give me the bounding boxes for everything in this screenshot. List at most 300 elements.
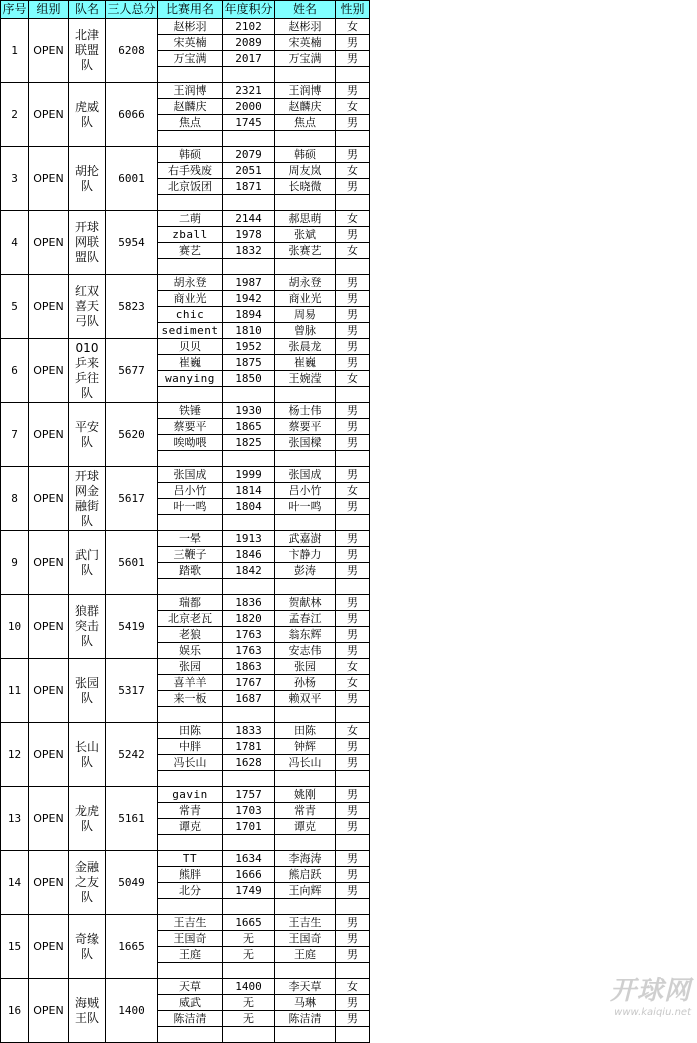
team-name-cell: 狼群突击队 [69, 595, 106, 659]
player-points-cell: 1745 [223, 115, 275, 131]
player-gender-cell: 男 [336, 419, 370, 435]
player-game-name-cell [158, 899, 223, 915]
player-gender-cell: 男 [336, 339, 370, 355]
player-points-cell: 1894 [223, 307, 275, 323]
player-points-cell: 1930 [223, 403, 275, 419]
player-points-cell: 1804 [223, 499, 275, 515]
team-group-cell: OPEN [29, 979, 69, 1043]
player-points-cell: 1400 [223, 979, 275, 995]
player-game-name-cell: 田陈 [158, 723, 223, 739]
player-real-name-cell: 杨士伟 [275, 403, 336, 419]
player-gender-cell: 男 [336, 1011, 370, 1027]
player-game-name-cell: gavin [158, 787, 223, 803]
team-total-cell: 5677 [106, 339, 158, 403]
player-real-name-cell: 蔡要平 [275, 419, 336, 435]
player-real-name-cell: 万宝满 [275, 51, 336, 67]
player-game-name-cell [158, 963, 223, 979]
player-points-cell: 无 [223, 931, 275, 947]
player-gender-cell: 男 [336, 787, 370, 803]
player-gender-cell: 男 [336, 931, 370, 947]
player-real-name-cell: 王庭 [275, 947, 336, 963]
player-gender-cell: 男 [336, 883, 370, 899]
watermark-url: www.kaiqiu.net [614, 1007, 691, 1018]
player-game-name-cell: 来一板 [158, 691, 223, 707]
team-group-cell: OPEN [29, 19, 69, 83]
team-group-cell: OPEN [29, 467, 69, 531]
player-game-name-cell [158, 451, 223, 467]
table-row [1, 83, 370, 99]
team-total-cell: 5954 [106, 211, 158, 275]
player-points-cell: 1842 [223, 563, 275, 579]
table-row [1, 723, 370, 739]
table-row [1, 147, 370, 163]
player-points-cell: 2000 [223, 99, 275, 115]
player-gender-cell: 男 [336, 691, 370, 707]
player-points-cell [223, 771, 275, 787]
player-game-name-cell: 北分 [158, 883, 223, 899]
player-game-name-cell: 赵彬羽 [158, 19, 223, 35]
player-game-name-cell: 王庭 [158, 947, 223, 963]
player-points-cell: 1999 [223, 467, 275, 483]
player-game-name-cell [158, 131, 223, 147]
team-group-cell: OPEN [29, 211, 69, 275]
player-gender-cell [336, 131, 370, 147]
table-row [1, 19, 370, 35]
table-row [1, 339, 370, 355]
team-name-cell: 武门队 [69, 531, 106, 595]
player-gender-cell: 男 [336, 435, 370, 451]
watermark-text: 开球网 [609, 976, 691, 1006]
table-row [1, 915, 370, 931]
player-points-cell: 1875 [223, 355, 275, 371]
player-game-name-cell: 右手残废 [158, 163, 223, 179]
player-real-name-cell: 孙杨 [275, 675, 336, 691]
player-gender-cell: 男 [336, 627, 370, 643]
player-game-name-cell: 焦点 [158, 115, 223, 131]
player-gender-cell: 男 [336, 867, 370, 883]
player-real-name-cell: 田陈 [275, 723, 336, 739]
player-points-cell: 无 [223, 995, 275, 1011]
player-gender-cell [336, 899, 370, 915]
team-name-cell: 平安队 [69, 403, 106, 467]
player-points-cell [223, 707, 275, 723]
player-gender-cell: 男 [336, 291, 370, 307]
player-game-name-cell: 铁锤 [158, 403, 223, 419]
player-real-name-cell: 张晨龙 [275, 339, 336, 355]
player-game-name-cell: 张国成 [158, 467, 223, 483]
player-real-name-cell: 翁东辉 [275, 627, 336, 643]
player-gender-cell [336, 451, 370, 467]
player-points-cell: 1850 [223, 371, 275, 387]
player-game-name-cell: 中胖 [158, 739, 223, 755]
header-game-name: 比赛用名 [158, 1, 223, 19]
player-gender-cell: 男 [336, 179, 370, 195]
team-total-cell: 1400 [106, 979, 158, 1043]
player-gender-cell [336, 579, 370, 595]
player-points-cell: 1757 [223, 787, 275, 803]
header-annual-points: 年度积分 [223, 1, 275, 19]
table-row [1, 979, 370, 995]
player-points-cell [223, 195, 275, 211]
player-points-cell: 2102 [223, 19, 275, 35]
player-real-name-cell [275, 899, 336, 915]
player-real-name-cell [275, 259, 336, 275]
player-game-name-cell: 瑞都 [158, 595, 223, 611]
player-gender-cell: 男 [336, 851, 370, 867]
header-team-name: 队名 [69, 1, 106, 19]
header-group: 组别 [29, 1, 69, 19]
player-gender-cell: 男 [336, 323, 370, 339]
player-gender-cell: 男 [336, 115, 370, 131]
player-gender-cell: 男 [336, 611, 370, 627]
player-points-cell: 1767 [223, 675, 275, 691]
player-gender-cell [336, 1027, 370, 1043]
player-real-name-cell: 马琳 [275, 995, 336, 1011]
player-gender-cell: 男 [336, 227, 370, 243]
player-gender-cell: 男 [336, 547, 370, 563]
player-game-name-cell: 常青 [158, 803, 223, 819]
player-gender-cell: 男 [336, 467, 370, 483]
player-real-name-cell: 长晓微 [275, 179, 336, 195]
player-real-name-cell: 姚刚 [275, 787, 336, 803]
player-real-name-cell: 贺献林 [275, 595, 336, 611]
header-real-name: 姓名 [275, 1, 336, 19]
player-real-name-cell: 赖双平 [275, 691, 336, 707]
player-points-cell: 2079 [223, 147, 275, 163]
player-game-name-cell [158, 259, 223, 275]
player-points-cell: 2051 [223, 163, 275, 179]
team-index-cell: 15 [1, 915, 29, 979]
player-points-cell [223, 67, 275, 83]
player-points-cell [223, 579, 275, 595]
player-real-name-cell: 郝思萌 [275, 211, 336, 227]
team-total-cell: 5049 [106, 851, 158, 915]
player-points-cell [223, 259, 275, 275]
team-index-cell: 7 [1, 403, 29, 467]
player-gender-cell: 男 [336, 947, 370, 963]
player-game-name-cell: zball [158, 227, 223, 243]
team-name-cell: 海贼王队 [69, 979, 106, 1043]
player-game-name-cell: 赵麟庆 [158, 99, 223, 115]
player-points-cell: 1666 [223, 867, 275, 883]
player-game-name-cell: 贝贝 [158, 339, 223, 355]
player-points-cell [223, 515, 275, 531]
team-group-cell: OPEN [29, 659, 69, 723]
player-points-cell [223, 131, 275, 147]
player-gender-cell: 男 [336, 499, 370, 515]
player-real-name-cell: 李海涛 [275, 851, 336, 867]
table-row [1, 595, 370, 611]
player-real-name-cell: 韩硕 [275, 147, 336, 163]
player-game-name-cell: 天草 [158, 979, 223, 995]
player-game-name-cell: 唉呦喂 [158, 435, 223, 451]
player-game-name-cell: wanying [158, 371, 223, 387]
team-total-cell: 5620 [106, 403, 158, 467]
team-name-cell: 开球网联盟队 [69, 211, 106, 275]
player-points-cell: 1687 [223, 691, 275, 707]
player-game-name-cell: 叶一鸣 [158, 499, 223, 515]
player-gender-cell: 男 [336, 803, 370, 819]
team-total-cell: 5242 [106, 723, 158, 787]
player-game-name-cell: 陈洁清 [158, 1011, 223, 1027]
player-game-name-cell [158, 579, 223, 595]
player-points-cell: 1763 [223, 627, 275, 643]
player-points-cell [223, 1027, 275, 1043]
player-real-name-cell: 吕小竹 [275, 483, 336, 499]
player-game-name-cell [158, 387, 223, 403]
team-index-cell: 6 [1, 339, 29, 403]
player-real-name-cell [275, 1027, 336, 1043]
player-game-name-cell: 北京饭团 [158, 179, 223, 195]
player-game-name-cell: 熊胖 [158, 867, 223, 883]
table-row [1, 275, 370, 291]
player-points-cell: 1763 [223, 643, 275, 659]
player-real-name-cell: 胡永登 [275, 275, 336, 291]
player-game-name-cell [158, 707, 223, 723]
player-real-name-cell: 王吉生 [275, 915, 336, 931]
player-game-name-cell: chic [158, 307, 223, 323]
player-real-name-cell: 赵彬羽 [275, 19, 336, 35]
player-gender-cell: 男 [336, 147, 370, 163]
player-gender-cell [336, 835, 370, 851]
player-real-name-cell: 陈洁清 [275, 1011, 336, 1027]
player-game-name-cell: 娱乐 [158, 643, 223, 659]
player-gender-cell: 女 [336, 675, 370, 691]
player-points-cell [223, 835, 275, 851]
player-real-name-cell: 王国奇 [275, 931, 336, 947]
player-game-name-cell [158, 771, 223, 787]
player-points-cell: 2017 [223, 51, 275, 67]
player-gender-cell: 女 [336, 19, 370, 35]
player-real-name-cell: 焦点 [275, 115, 336, 131]
team-name-cell: 红双喜天弓队 [69, 275, 106, 339]
player-real-name-cell: 张国成 [275, 467, 336, 483]
player-game-name-cell: 韩硕 [158, 147, 223, 163]
player-gender-cell: 男 [336, 403, 370, 419]
watermark-logo [610, 970, 691, 1018]
player-gender-cell [336, 387, 370, 403]
team-total-cell: 5161 [106, 787, 158, 851]
team-name-cell: 北津联盟队 [69, 19, 106, 83]
player-gender-cell: 男 [336, 995, 370, 1011]
header-gender: 性别 [336, 1, 370, 19]
player-game-name-cell: sediment [158, 323, 223, 339]
player-points-cell: 2144 [223, 211, 275, 227]
player-real-name-cell: 卞静力 [275, 547, 336, 563]
player-real-name-cell: 王润博 [275, 83, 336, 99]
player-real-name-cell [275, 451, 336, 467]
player-gender-cell: 女 [336, 211, 370, 227]
player-real-name-cell: 赵麟庆 [275, 99, 336, 115]
player-game-name-cell: 二萌 [158, 211, 223, 227]
player-game-name-cell: 王润博 [158, 83, 223, 99]
team-group-cell: OPEN [29, 403, 69, 467]
team-total-cell: 6001 [106, 147, 158, 211]
player-points-cell: 1749 [223, 883, 275, 899]
team-name-cell: 张园队 [69, 659, 106, 723]
player-gender-cell: 男 [336, 915, 370, 931]
player-real-name-cell [275, 387, 336, 403]
player-points-cell: 1810 [223, 323, 275, 339]
player-game-name-cell: 老狼 [158, 627, 223, 643]
player-game-name-cell: 蔡要平 [158, 419, 223, 435]
player-points-cell: 1701 [223, 819, 275, 835]
team-total-cell: 5419 [106, 595, 158, 659]
player-game-name-cell: 吕小竹 [158, 483, 223, 499]
player-points-cell: 1836 [223, 595, 275, 611]
team-group-cell: OPEN [29, 83, 69, 147]
player-real-name-cell: 熊启跃 [275, 867, 336, 883]
player-real-name-cell: 冯长山 [275, 755, 336, 771]
table-header [1, 1, 370, 19]
player-game-name-cell: 一晕 [158, 531, 223, 547]
player-points-cell: 1820 [223, 611, 275, 627]
player-real-name-cell [275, 515, 336, 531]
team-total-cell: 1665 [106, 915, 158, 979]
team-name-cell: 金融之友队 [69, 851, 106, 915]
player-gender-cell [336, 771, 370, 787]
player-gender-cell: 男 [336, 307, 370, 323]
team-index-cell: 11 [1, 659, 29, 723]
team-group-cell: OPEN [29, 723, 69, 787]
player-gender-cell: 女 [336, 723, 370, 739]
player-real-name-cell [275, 579, 336, 595]
player-real-name-cell: 钟辉 [275, 739, 336, 755]
player-points-cell: 1703 [223, 803, 275, 819]
table-row [1, 467, 370, 483]
player-points-cell: 1865 [223, 419, 275, 435]
player-real-name-cell: 张园 [275, 659, 336, 675]
player-gender-cell: 女 [336, 371, 370, 387]
player-real-name-cell: 叶一鸣 [275, 499, 336, 515]
player-points-cell: 1833 [223, 723, 275, 739]
player-points-cell: 1978 [223, 227, 275, 243]
player-points-cell: 2321 [223, 83, 275, 99]
player-gender-cell: 女 [336, 163, 370, 179]
player-real-name-cell: 王向辉 [275, 883, 336, 899]
header-total: 三人总分 [106, 1, 158, 19]
player-gender-cell: 女 [336, 243, 370, 259]
player-game-name-cell: 胡永登 [158, 275, 223, 291]
player-points-cell: 1832 [223, 243, 275, 259]
team-index-cell: 14 [1, 851, 29, 915]
player-game-name-cell: 万宝满 [158, 51, 223, 67]
player-game-name-cell: 王国奇 [158, 931, 223, 947]
player-points-cell: 1665 [223, 915, 275, 931]
player-gender-cell: 女 [336, 979, 370, 995]
player-game-name-cell: 张园 [158, 659, 223, 675]
team-group-cell: OPEN [29, 531, 69, 595]
player-game-name-cell: 谭克 [158, 819, 223, 835]
player-gender-cell [336, 515, 370, 531]
player-game-name-cell: 威武 [158, 995, 223, 1011]
player-points-cell [223, 387, 275, 403]
team-index-cell: 9 [1, 531, 29, 595]
player-gender-cell: 男 [336, 563, 370, 579]
player-gender-cell [336, 963, 370, 979]
player-real-name-cell: 崔巍 [275, 355, 336, 371]
player-game-name-cell: 冯长山 [158, 755, 223, 771]
table-body [1, 19, 370, 1043]
player-game-name-cell [158, 1027, 223, 1043]
team-index-cell: 1 [1, 19, 29, 83]
player-real-name-cell: 李天草 [275, 979, 336, 995]
player-gender-cell: 男 [336, 643, 370, 659]
player-points-cell [223, 963, 275, 979]
player-gender-cell: 女 [336, 99, 370, 115]
team-index-cell: 10 [1, 595, 29, 659]
player-game-name-cell [158, 515, 223, 531]
team-name-cell: 长山队 [69, 723, 106, 787]
team-name-cell: 龙虎队 [69, 787, 106, 851]
player-game-name-cell: 喜羊羊 [158, 675, 223, 691]
player-points-cell: 1952 [223, 339, 275, 355]
team-index-cell: 5 [1, 275, 29, 339]
player-gender-cell: 女 [336, 483, 370, 499]
player-real-name-cell [275, 963, 336, 979]
player-real-name-cell: 武嘉澍 [275, 531, 336, 547]
player-game-name-cell: 踏歌 [158, 563, 223, 579]
player-points-cell: 1781 [223, 739, 275, 755]
player-gender-cell: 女 [336, 659, 370, 675]
player-gender-cell: 男 [336, 35, 370, 51]
player-points-cell: 1628 [223, 755, 275, 771]
player-real-name-cell [275, 131, 336, 147]
team-total-cell: 5823 [106, 275, 158, 339]
table-row [1, 531, 370, 547]
player-gender-cell: 男 [336, 531, 370, 547]
player-points-cell [223, 451, 275, 467]
table-row [1, 211, 370, 227]
player-real-name-cell: 彭涛 [275, 563, 336, 579]
player-real-name-cell [275, 835, 336, 851]
team-group-cell: OPEN [29, 147, 69, 211]
player-real-name-cell [275, 707, 336, 723]
player-gender-cell: 男 [336, 51, 370, 67]
player-gender-cell [336, 259, 370, 275]
team-group-cell: OPEN [29, 339, 69, 403]
player-gender-cell: 男 [336, 595, 370, 611]
player-gender-cell: 男 [336, 355, 370, 371]
team-name-cell: 开球网金融街队 [69, 467, 106, 531]
player-real-name-cell [275, 771, 336, 787]
player-game-name-cell: 北京老瓦 [158, 611, 223, 627]
player-points-cell: 无 [223, 947, 275, 963]
player-gender-cell: 男 [336, 83, 370, 99]
table-row [1, 851, 370, 867]
team-index-cell: 2 [1, 83, 29, 147]
player-real-name-cell: 王婉滢 [275, 371, 336, 387]
team-group-cell: OPEN [29, 275, 69, 339]
player-game-name-cell [158, 67, 223, 83]
team-total-cell: 6066 [106, 83, 158, 147]
player-points-cell: 2089 [223, 35, 275, 51]
team-index-cell: 3 [1, 147, 29, 211]
player-game-name-cell: 三鞭子 [158, 547, 223, 563]
player-points-cell: 1814 [223, 483, 275, 499]
player-real-name-cell: 商业光 [275, 291, 336, 307]
player-points-cell: 无 [223, 1011, 275, 1027]
player-real-name-cell: 安志伟 [275, 643, 336, 659]
team-index-cell: 4 [1, 211, 29, 275]
player-points-cell: 1871 [223, 179, 275, 195]
player-gender-cell [336, 67, 370, 83]
team-index-cell: 16 [1, 979, 29, 1043]
player-real-name-cell: 曾脉 [275, 323, 336, 339]
player-points-cell: 1942 [223, 291, 275, 307]
team-group-cell: OPEN [29, 915, 69, 979]
player-real-name-cell: 孟春江 [275, 611, 336, 627]
